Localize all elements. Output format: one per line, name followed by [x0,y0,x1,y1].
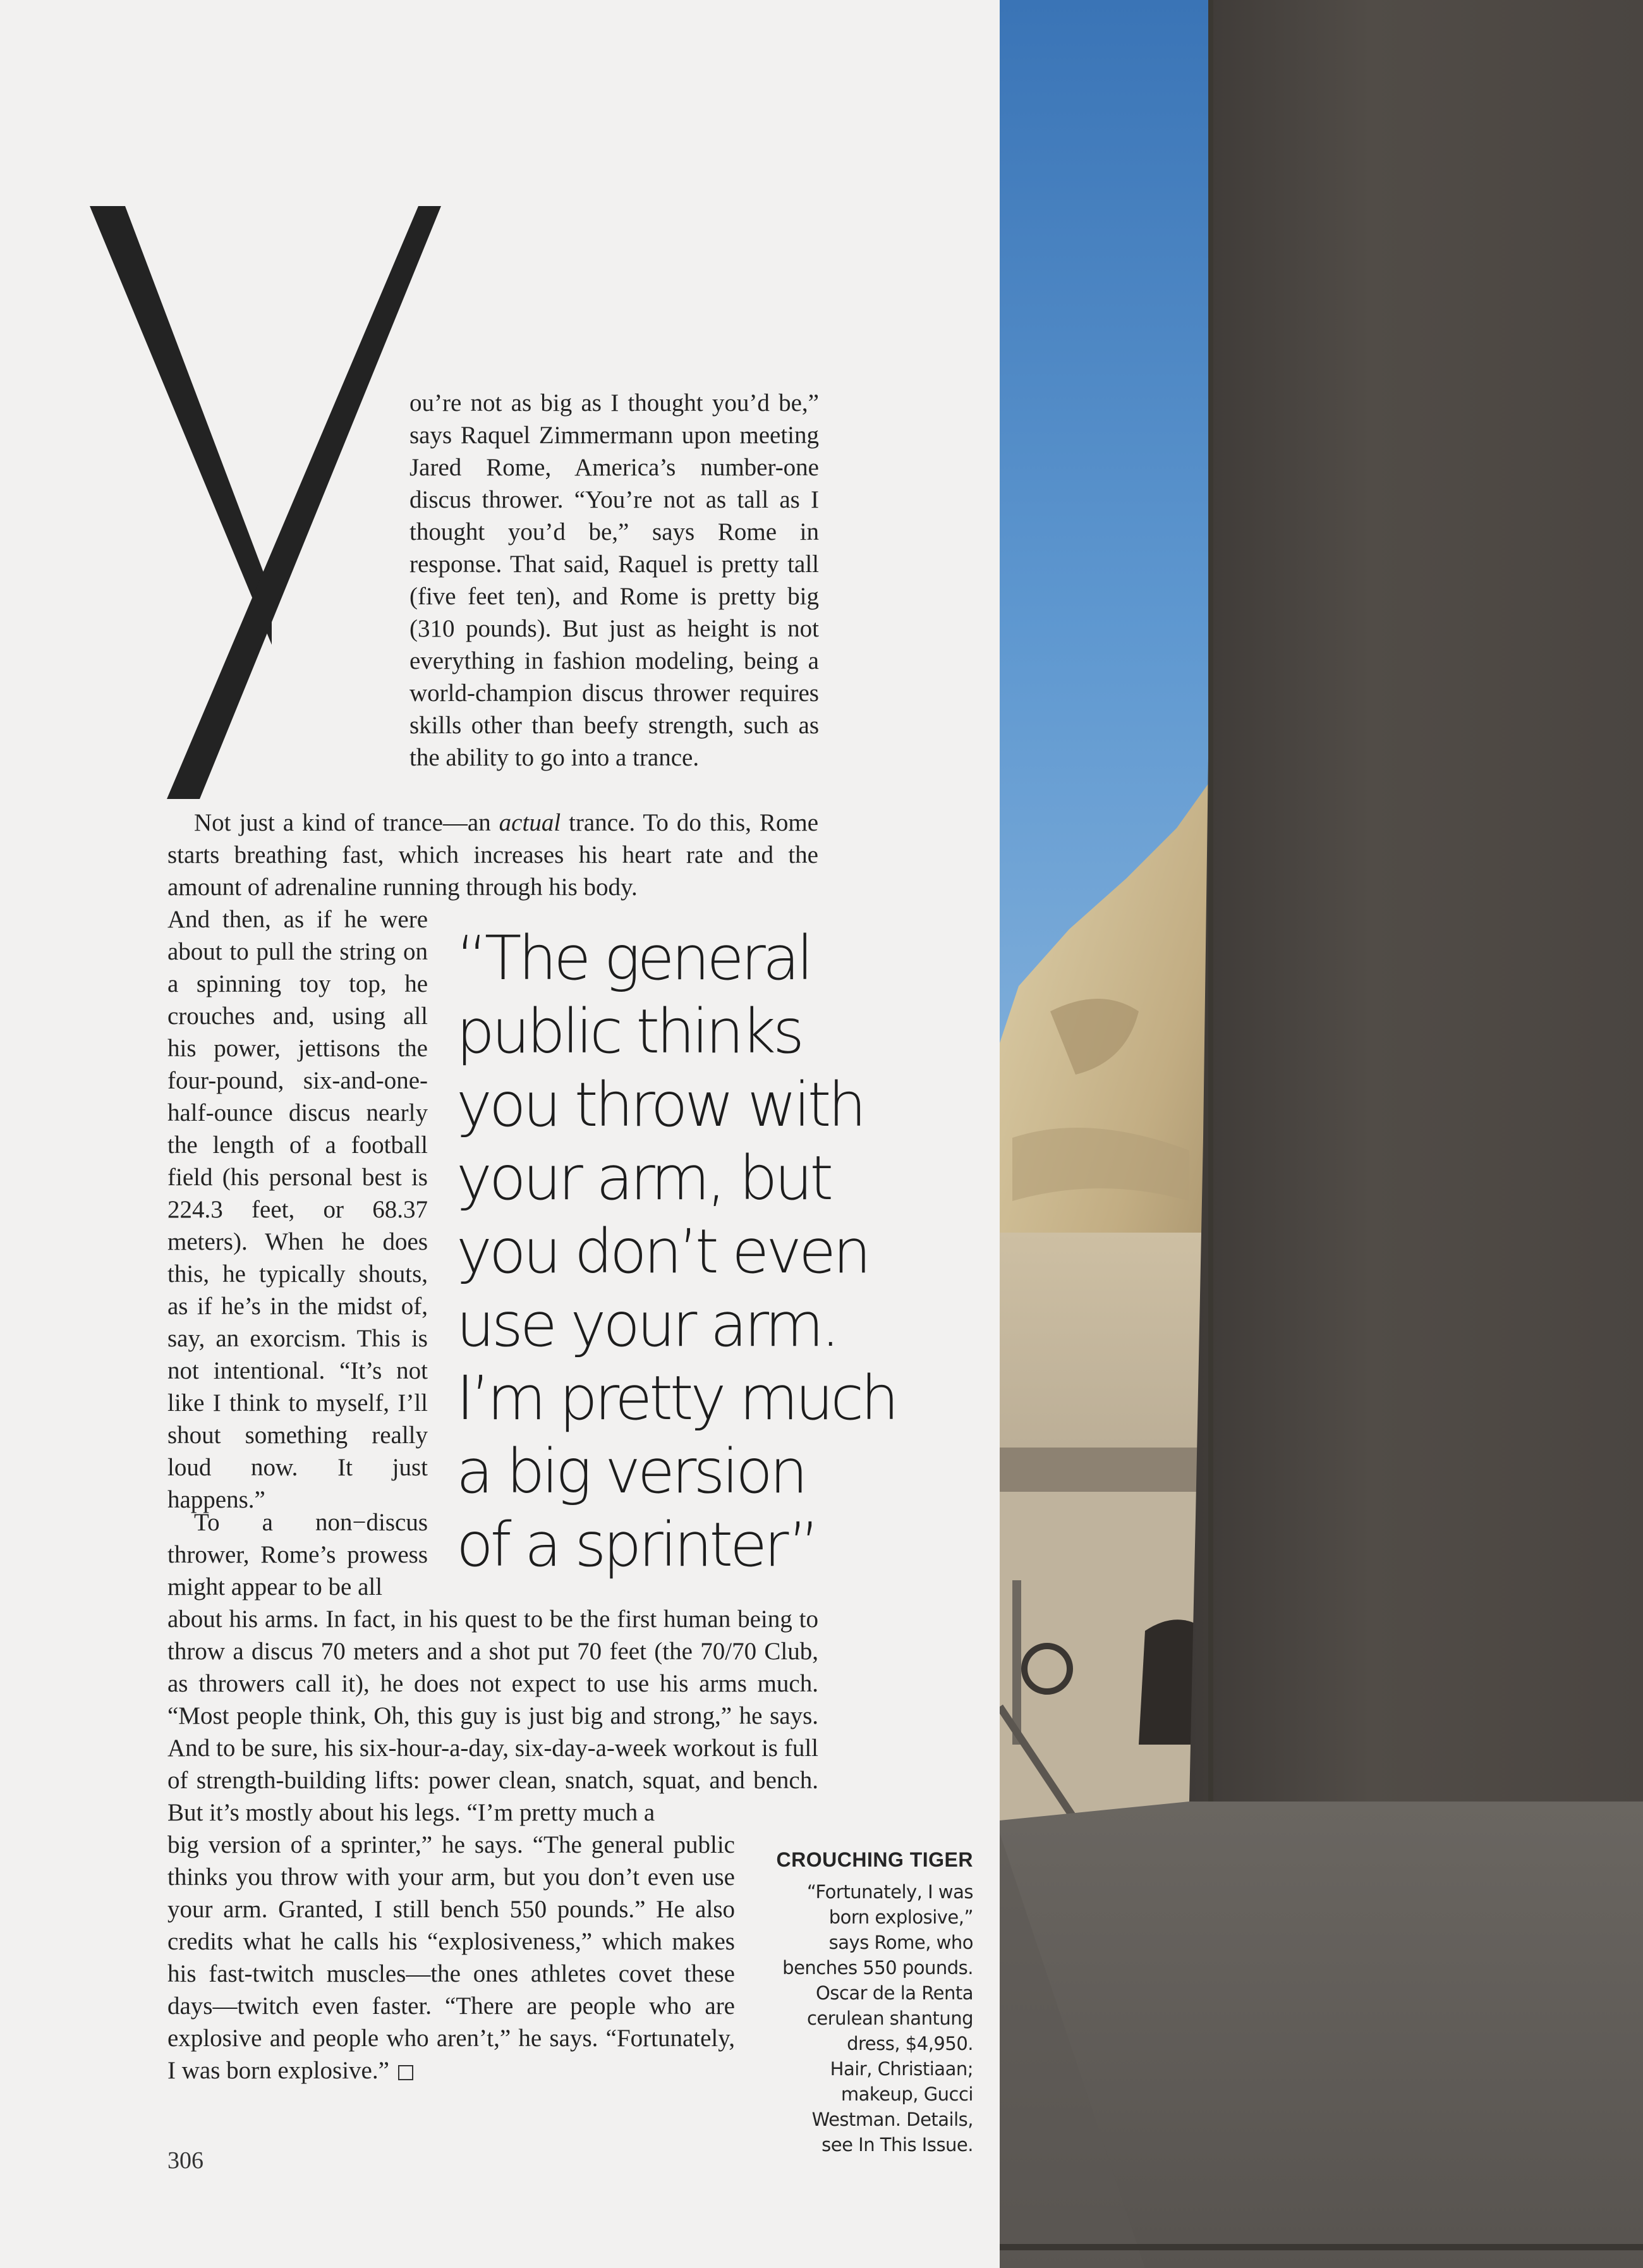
pull-quote-line: you don’t even [456,1216,868,1287]
page-number: 306 [167,2147,203,2174]
caption-line: Oscar de la Renta [815,1982,973,2004]
desert-photo-art [1000,0,1643,2268]
photo-caption [746,1848,973,2157]
pull-quote-line: a big version [456,1436,805,1507]
caption-line: see In This Issue. [822,2134,973,2155]
caption-line: says Rome, who [828,1932,973,1953]
caption-line: cerulean shantung [806,2008,973,2029]
caption-line: Hair, Christiaan; [830,2058,973,2080]
caption-line: dress, $4,950. [847,2033,973,2054]
paragraph-sprinter [167,1829,735,2087]
paragraph-arms: about his arms. In fact, in his quest to be the first human being to throw a discus 70 meters and a shot put 70 feet (the 70/70 Club, as throwers call it), he does not expect to use his arms much. “Most people think, Oh, this guy is just big and strong,” he says. And to be sure, his six-hour-a-day, six-day-a-week workout is full of strength-building lifts: power clean, snatch, squat, and bench. But it’s mostly about his legs. “I’m pretty much a [167,1606,818,1826]
paragraph-prowess: To a non−discus thrower, Rome’s prowess might appear to be all [167,1509,428,1600]
emphasis-text: actual [499,809,561,836]
pull-quote-line: your arm, but [456,1143,830,1214]
pull-quote-line: “The general [456,923,811,994]
pull-quote-line: you throw with [456,1070,864,1140]
intro-paragraph: ou’re not as big as I thought you’d be,” says Raquel Zimmermann upon meeting Jared Rome, America’s number-one discus thrower. “You’re not as tall as I thought you’d be,” says Rome in response. That said, Raquel is pretty tall (five feet ten), and Rome is pretty big (310 pounds). But just as height is not everything in fashion modeling, being a world-champion discus thrower requires skills other than beefy strength, such as the ability to go into a trance. [409,389,819,771]
caption-line: Westman. Details, [811,2109,973,2130]
paragraph-spin: And then, as if he were about to pull the string on a spinning toy top, he crouches and, using all his power, jettisons the four-pound, six-and-one-half-ounce discus nearly the length of a football field (his personal best is 224.3 feet, or 68.37 meters). When he does this, he typically shouts, as if he’s in the midst of, say, an exorcism. This is not intentional. “It’s not like I think to myself, I’ll shout something really loud now. It just happens.” [167,906,428,1513]
pull-quote-line: I’m pretty much [456,1363,896,1434]
caption-text [746,1879,973,2157]
end-mark-icon [398,2065,413,2080]
pull-quote-line: of a sprinter” [456,1509,817,1580]
pull-quote [456,922,911,1582]
caption-line: born explosive,” [828,1906,973,1928]
desert-photo [1000,0,1643,2268]
paragraph-text: big version of a sprinter,” he says. “The general public thinks you throw with your arm, but you don’t even use your arm. Granted, I still bench 550 pounds.” He also credits what he calls his “explosiveness,” which makes his fast-twitch muscles—the ones athletes covet these days—twitch even faster. “There are people who are explosive and people who aren’t,” he says. “Fortunately, I was born explosive.” [167,1831,735,2084]
caption-line: “Fortunately, I was [806,1881,973,1903]
pull-quote-line: use your arm. [456,1289,837,1360]
paragraph-text: trance. To do this, Rome starts breathing fast, which increases his heart rate and the amount of adrenaline running through his body. [167,809,818,901]
caption-title: CROUCHING TIGER [776,1848,973,1871]
drop-cap-y [82,202,455,803]
paragraph-trance [167,807,818,903]
pull-quote-line: public thinks [456,996,801,1067]
caption-line: makeup, Gucci [840,2083,973,2105]
paragraph-text: Not just a kind of trance—an [194,809,499,836]
caption-line: benches 550 pounds. [782,1957,973,1978]
